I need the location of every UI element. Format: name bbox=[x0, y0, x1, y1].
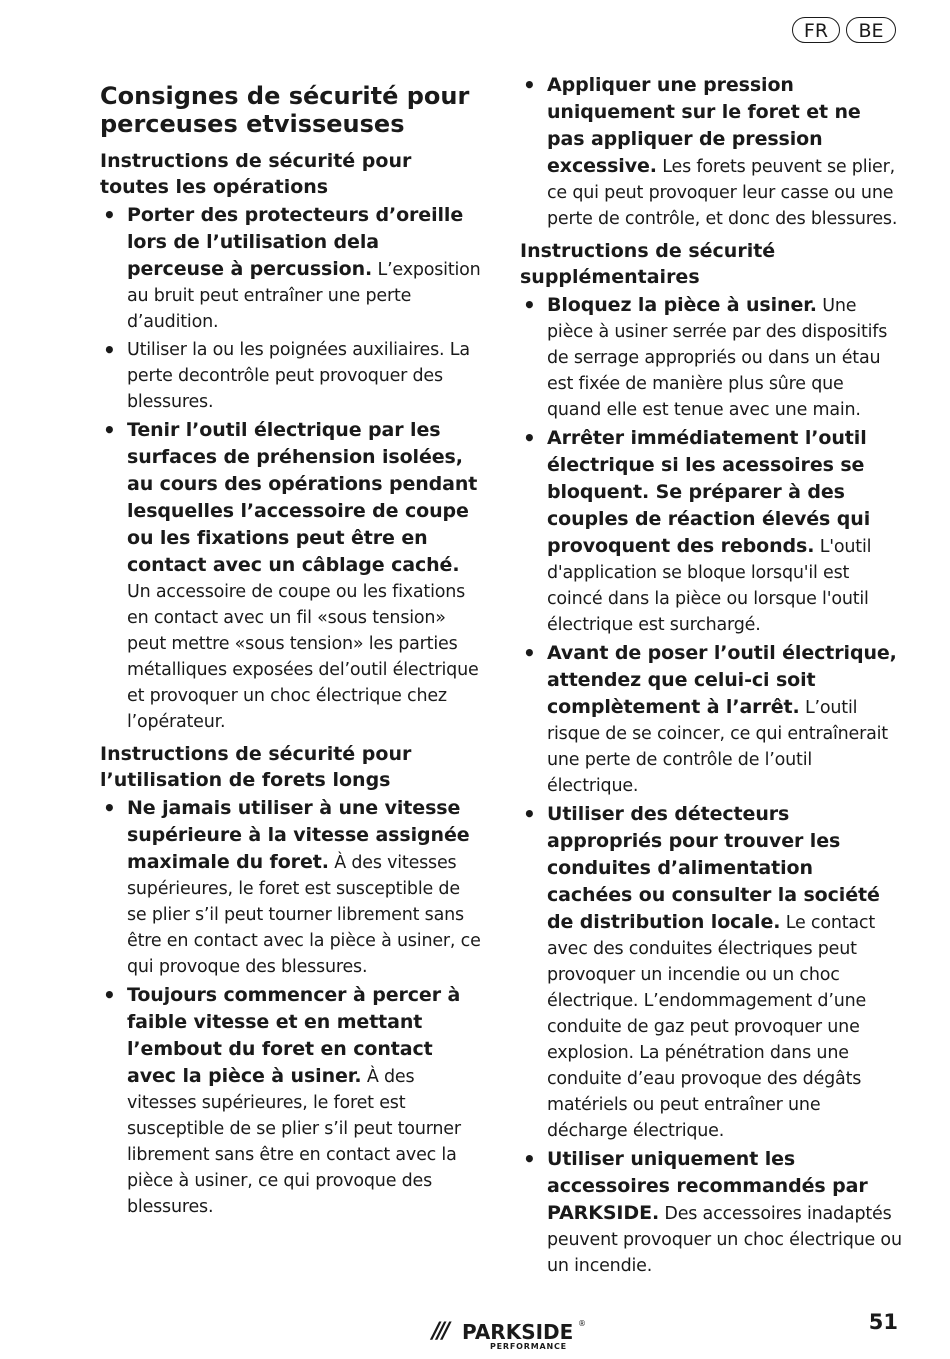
item-text: Utiliser la ou les poignées auxiliaires. La perte decontrôle peut provoquer des blessures. bbox=[127, 340, 470, 412]
list-item bbox=[100, 202, 482, 335]
item-bold: Utiliser des détecteurs appropriés pour trouver les conduites d’alimentation cachées ou consulter la société de distribution locale. bbox=[547, 803, 880, 933]
list-item bbox=[520, 640, 902, 799]
list-all-operations bbox=[100, 202, 482, 735]
subheading-long-drills: Instructions de sécurité pour l’utilisation de forets longs bbox=[100, 743, 412, 791]
section-title: Consignes de sécurité pour perceuses etvisseuses bbox=[100, 82, 470, 138]
item-text: Des accessoires inadaptés peuvent provoquer un choc électrique ou un incendie. bbox=[547, 1204, 902, 1276]
brand-logo bbox=[432, 1317, 592, 1353]
list-item bbox=[520, 1146, 902, 1279]
list-continued bbox=[520, 72, 902, 232]
list-supplementary bbox=[520, 292, 902, 1279]
bullet: • bbox=[523, 426, 536, 450]
item-bold: Bloquez la pièce à usiner. bbox=[547, 294, 817, 316]
bullet: • bbox=[103, 203, 116, 227]
item-bold: Utiliser uniquement les accessoires recommandés par PARKSIDE. bbox=[547, 1148, 868, 1224]
language-badge-be: BE bbox=[846, 17, 896, 43]
item-text: L’outil risque de se coincer, ce qui entraînerait une perte de contrôle de l’outil électrique. bbox=[547, 698, 888, 796]
list-long-drills bbox=[100, 795, 482, 1220]
bullet: • bbox=[103, 338, 116, 362]
right-column bbox=[520, 73, 902, 1281]
bullet: • bbox=[523, 73, 536, 97]
item-bold: Tenir l’outil électrique par les surfaces de préhension isolées, au cours des opérations pendant lesquelles l’accessoire de coupe ou les fixations peut être en contact avec un câblage caché. bbox=[127, 419, 478, 576]
bullet: • bbox=[523, 1147, 536, 1171]
item-bold: Ne jamais utiliser à une vitesse supérieure à la vitesse assignée maximale du foret. bbox=[127, 797, 470, 873]
item-bold: Arrêter immédiatement l’outil électrique si les acessoires se bloquent. Se préparer à des couples de réaction élevés qui provoquent des rebonds. bbox=[547, 427, 871, 557]
list-item bbox=[520, 801, 902, 1144]
item-bold: Toujours commencer à percer à faible vitesse et en mettant l’embout du foret en contact avec la pièce à usiner. bbox=[127, 984, 461, 1087]
item-text: Les forets peuvent se plier, ce qui peut provoquer leur casse ou une perte de contrôle, et donc des blessures. bbox=[547, 157, 898, 229]
list-item bbox=[100, 337, 482, 415]
item-text: L'outil d'application se bloque lorsqu'il est coincé dans la pièce ou lorsque l'outil électrique est surchargé. bbox=[547, 537, 872, 635]
page-number: 51 bbox=[868, 1310, 898, 1334]
list-item bbox=[520, 292, 902, 423]
list-item bbox=[100, 795, 482, 980]
item-bold: Avant de poser l’outil électrique, attendez que celui-ci soit complètement à l’arrêt. bbox=[547, 642, 897, 718]
item-bold: Appliquer une pression uniquement sur le foret et ne pas appliquer de pression excessive. bbox=[547, 74, 861, 177]
language-badge-fr: FR bbox=[792, 17, 840, 43]
item-text: À des vitesses supérieures, le foret est susceptible de se plier s’il peut tourner librement sans être en contact avec la pièce à usiner, ce qui provoque des blessures. bbox=[127, 853, 481, 977]
brand-slashes: /// bbox=[432, 1319, 448, 1344]
item-text: L’exposition au bruit peut entraîner une perte d’audition. bbox=[127, 260, 481, 332]
brand-subtitle: PERFORMANCE bbox=[490, 1342, 567, 1351]
list-item bbox=[520, 72, 902, 232]
subheading-supplementary: Instructions de sécurité supplémentaires bbox=[520, 240, 776, 288]
item-text: À des vitesses supérieures, le foret est susceptible de se plier s’il peut tourner librement sans être en contact avec la pièce à usiner, ce qui provoque des blessures. bbox=[127, 1067, 461, 1217]
bullet: • bbox=[523, 802, 536, 826]
list-item bbox=[100, 417, 482, 735]
bullet: • bbox=[523, 641, 536, 665]
item-text: Une pièce à usiner serrée par des dispositifs de serrage appropriés ou dans un étau est fixée de manière plus sûre que quand elle est tenue avec une main. bbox=[547, 296, 888, 420]
item-bold: Porter des protecteurs d’oreille lors de l’utilisation dela perceuse à percussion. bbox=[127, 204, 464, 280]
subheading-all-operations: Instructions de sécurité pour toutes les opérations bbox=[100, 150, 412, 198]
left-column bbox=[100, 82, 482, 1222]
brand-name: PARKSIDE bbox=[462, 1320, 574, 1344]
bullet: • bbox=[103, 796, 116, 820]
bullet: • bbox=[103, 418, 116, 442]
list-item bbox=[100, 982, 482, 1220]
item-text: Un accessoire de coupe ou les fixations en contact avec un fil «sous tension» peut mettre «sous tension» les parties métalliques exposées del’outil électrique et provoquer un choc électrique chez l’opérateur. bbox=[127, 582, 479, 732]
list-item bbox=[520, 425, 902, 638]
item-text: Le contact avec des conduites électriques peut provoquer un incendie ou un choc électrique. L’endommagement d’une conduite de gaz peut provoquer une explosion. La pénétration dans une conduite d’eau provoque des dégâts matériels ou peut entraîner une décharge électrique. bbox=[547, 913, 875, 1141]
bullet: • bbox=[103, 983, 116, 1007]
bullet: • bbox=[523, 293, 536, 317]
brand-registered-mark: ® bbox=[578, 1319, 586, 1328]
